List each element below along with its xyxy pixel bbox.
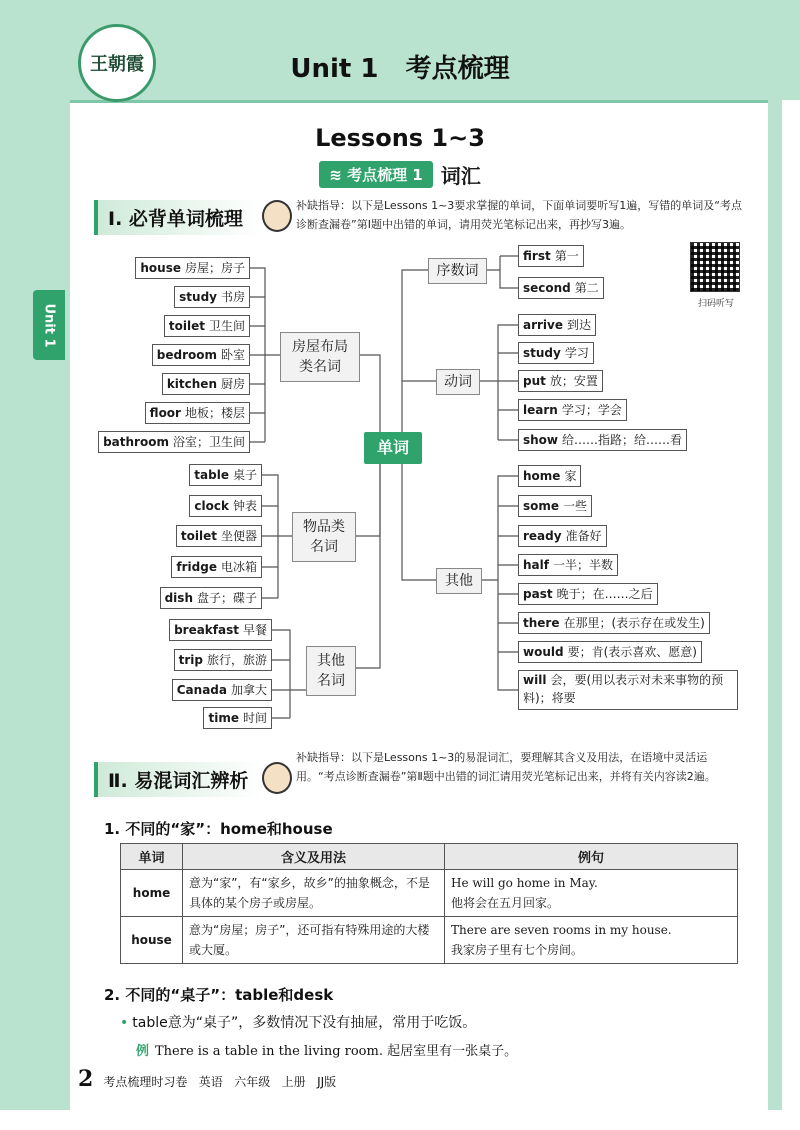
word-box-other-noun (203, 707, 272, 729)
word-en: dish (164, 591, 193, 605)
word-zh: 给……指路；给……看 (562, 433, 683, 447)
cell-meaning: 意为“房屋；房子”，还可指有特殊用途的大楼或大厦。 (183, 917, 445, 964)
cell-meaning: 意为“家”，有“家乡，故乡”的抽象概念，不是具体的某个房子或房屋。 (183, 870, 445, 917)
word-box-verb (518, 429, 687, 451)
word-zh: 书房 (220, 290, 245, 304)
page-number: 2 (78, 1066, 94, 1092)
bullet-table (120, 1012, 476, 1032)
category-verb (436, 369, 480, 395)
category-other-label: 其他 (445, 573, 473, 589)
section-category: 词汇 (440, 164, 481, 188)
lessons-title: Lessons 1~3 (315, 124, 485, 152)
table-row (121, 870, 738, 917)
word-box-ordinal (518, 245, 584, 267)
part1-heading: Ⅰ. 必背单词梳理 (94, 200, 262, 235)
logo-text: 王朝霞 (90, 54, 144, 75)
word-zh: 桌子 (232, 468, 257, 482)
word-en: half (523, 558, 549, 572)
example-tag: 例 (136, 1044, 150, 1059)
word-en: toilet (168, 319, 205, 333)
word-box-verb (518, 314, 596, 336)
word-en: trip (178, 653, 203, 667)
word-zh: 家 (564, 469, 577, 483)
word-en: bedroom (156, 348, 217, 362)
word-box-house (162, 373, 250, 395)
word-en: put (523, 374, 546, 388)
word-zh: 第一 (554, 249, 579, 263)
bullet-text: table意为“桌子”，多数情况下没有抽屉，常用于吃饭。 (132, 1015, 477, 1031)
word-en: floor (149, 406, 181, 420)
subheading-home-house: 1. 不同的“家”：home和house (104, 820, 333, 838)
word-zh: 晚于；在……之后 (556, 587, 653, 601)
word-box-other (518, 612, 710, 634)
word-en: Canada (176, 683, 227, 697)
word-box-other (518, 495, 592, 517)
category-objects (292, 512, 356, 562)
word-box-house (174, 286, 250, 308)
word-box-verb (518, 370, 603, 392)
word-en: would (523, 645, 564, 659)
word-en: learn (523, 403, 558, 417)
word-en: house (140, 261, 181, 275)
example-en: There are seven rooms in my house. (451, 923, 672, 937)
word-box-object (171, 556, 262, 578)
word-zh: 卧室 (220, 348, 245, 362)
word-box-object (160, 587, 262, 609)
word-box-other (518, 525, 607, 547)
bullet-dot-icon: • (120, 1015, 129, 1031)
footer (78, 1066, 336, 1092)
example-text: There is a table in the living room. 起居室里有一张桌子。 (155, 1044, 518, 1059)
word-zh: 学习 (564, 346, 589, 360)
word-zh: 早餐 (242, 623, 267, 637)
word-en: fridge (176, 560, 217, 574)
example-zh: 他将会在五月回家。 (451, 896, 560, 910)
word-box-other-noun (169, 619, 272, 641)
word-en: will (523, 673, 547, 687)
word-zh: 地板；楼层 (184, 406, 245, 420)
word-box-other-noun (172, 679, 272, 701)
word-box-object (176, 525, 262, 547)
word-en: past (523, 587, 553, 601)
footer-text: 考点梳理时习卷 英语 六年级 上册 JJ版 (103, 1075, 337, 1089)
word-zh: 卫生间 (208, 319, 245, 333)
word-en: ready (523, 529, 562, 543)
th-meaning: 含义及用法 (183, 844, 445, 870)
word-en: second (523, 281, 571, 295)
word-zh: 第二 (574, 281, 599, 295)
word-zh: 学习；学会 (561, 403, 622, 417)
word-box-other (518, 554, 618, 576)
word-box-verb (518, 342, 594, 364)
word-zh: 盘子；碟子 (196, 591, 257, 605)
unit-title: Unit 1 考点梳理 (290, 54, 510, 84)
comparison-table (120, 843, 738, 964)
word-zh: 加拿大 (230, 683, 267, 697)
word-en: bathroom (103, 435, 169, 449)
side-tab-label: Unit 1 (41, 302, 57, 348)
word-box-other (518, 641, 702, 663)
word-zh: 厨房 (220, 377, 245, 391)
word-en: first (523, 249, 551, 263)
word-zh: 钟表 (232, 499, 257, 513)
cell-word: house (121, 917, 183, 964)
example-en: He will go home in May. (451, 876, 598, 890)
center-node-words: 单词 (364, 432, 422, 464)
word-box-house (145, 402, 250, 424)
word-zh: 时间 (242, 711, 267, 725)
word-zh: 准备好 (565, 529, 602, 543)
word-en: clock (194, 499, 229, 513)
category-verb-label: 动词 (444, 374, 472, 390)
cell-example (445, 870, 738, 917)
part2-heading: Ⅱ. 易混词汇辨析 (94, 762, 262, 797)
word-zh: 要；肯(表示喜欢、愿意) (567, 645, 697, 659)
th-example: 例句 (445, 844, 738, 870)
word-zh: 坐便器 (220, 529, 257, 543)
word-en: kitchen (166, 377, 217, 391)
word-en: arrive (523, 318, 564, 332)
word-en: there (523, 616, 560, 630)
word-zh: 浴室；卫生间 (172, 435, 245, 449)
word-box-verb (518, 399, 627, 421)
section-badge-label: 考点梳理 1 (347, 166, 423, 184)
word-en: home (523, 469, 561, 483)
category-house-layout (280, 332, 360, 382)
word-zh: 在那里；(表示存在或发生) (563, 616, 705, 630)
word-zh: 房屋；房子 (184, 261, 245, 275)
word-box-house (135, 257, 250, 279)
th-word: 单词 (121, 844, 183, 870)
category-objects-label: 物品类名词 (303, 519, 345, 555)
word-box-object (189, 495, 262, 517)
word-en: some (523, 499, 560, 513)
word-box-object (189, 464, 262, 486)
word-zh: 会，要(用以表示对未来事物的预料)；将要 (523, 673, 724, 705)
cell-word: home (121, 870, 183, 917)
part2-tip: 补缺指导：以下是Lessons 1~3的易混词汇，要理解其含义及用法，在语境中灵活运用。“考点诊断查漏卷”第Ⅱ题中出错的词汇请用荧光笔标记出来，并将有关内容读2遍。 (296, 751, 716, 783)
category-ordinal-label: 序数词 (436, 263, 479, 279)
word-box-other (518, 583, 658, 605)
category-ordinal (428, 258, 487, 284)
word-box-other (518, 670, 738, 710)
word-zh: 旅行，旅游 (206, 653, 267, 667)
word-box-other (518, 465, 581, 487)
word-zh: 到达 (567, 318, 592, 332)
word-en: study (179, 290, 217, 304)
word-en: table (194, 468, 229, 482)
category-other-nouns-label: 其他名词 (317, 653, 345, 689)
example-zh: 我家房子里有七个房间。 (451, 943, 584, 957)
wave-icon: ≋ (329, 166, 348, 184)
word-en: study (523, 346, 561, 360)
word-en: show (523, 433, 559, 447)
word-zh: 放；安置 (549, 374, 598, 388)
word-en: time (208, 711, 239, 725)
table-row (121, 917, 738, 964)
word-en: toilet (180, 529, 217, 543)
student-avatar-icon (262, 762, 292, 794)
word-zh: 电冰箱 (220, 560, 257, 574)
word-box-house (164, 315, 250, 337)
category-other (436, 568, 482, 594)
word-box-ordinal (518, 277, 604, 299)
word-en: breakfast (174, 623, 239, 637)
example-line (136, 1040, 517, 1059)
cell-example (445, 917, 738, 964)
subheading-table-desk: 2. 不同的“桌子”：table和desk (104, 986, 334, 1004)
part1-tip: 补缺指导：以下是Lessons 1~3要求掌握的单词，下面单词要听写1遍，写错的单词及“考点诊断查漏卷”第Ⅰ题中出错的单词，请用荧光笔标记出来，再抄写3遍。 (296, 199, 743, 231)
word-box-house (152, 344, 250, 366)
word-box-other-noun (174, 649, 272, 671)
word-zh: 一些 (563, 499, 588, 513)
qr-label: 扫码听写 (697, 299, 734, 309)
word-zh: 一半；半数 (552, 558, 613, 572)
table-header-row (121, 844, 738, 870)
category-other-nouns (306, 646, 356, 696)
word-box-house (98, 431, 250, 453)
category-house-label: 房屋布局类名词 (292, 339, 348, 375)
